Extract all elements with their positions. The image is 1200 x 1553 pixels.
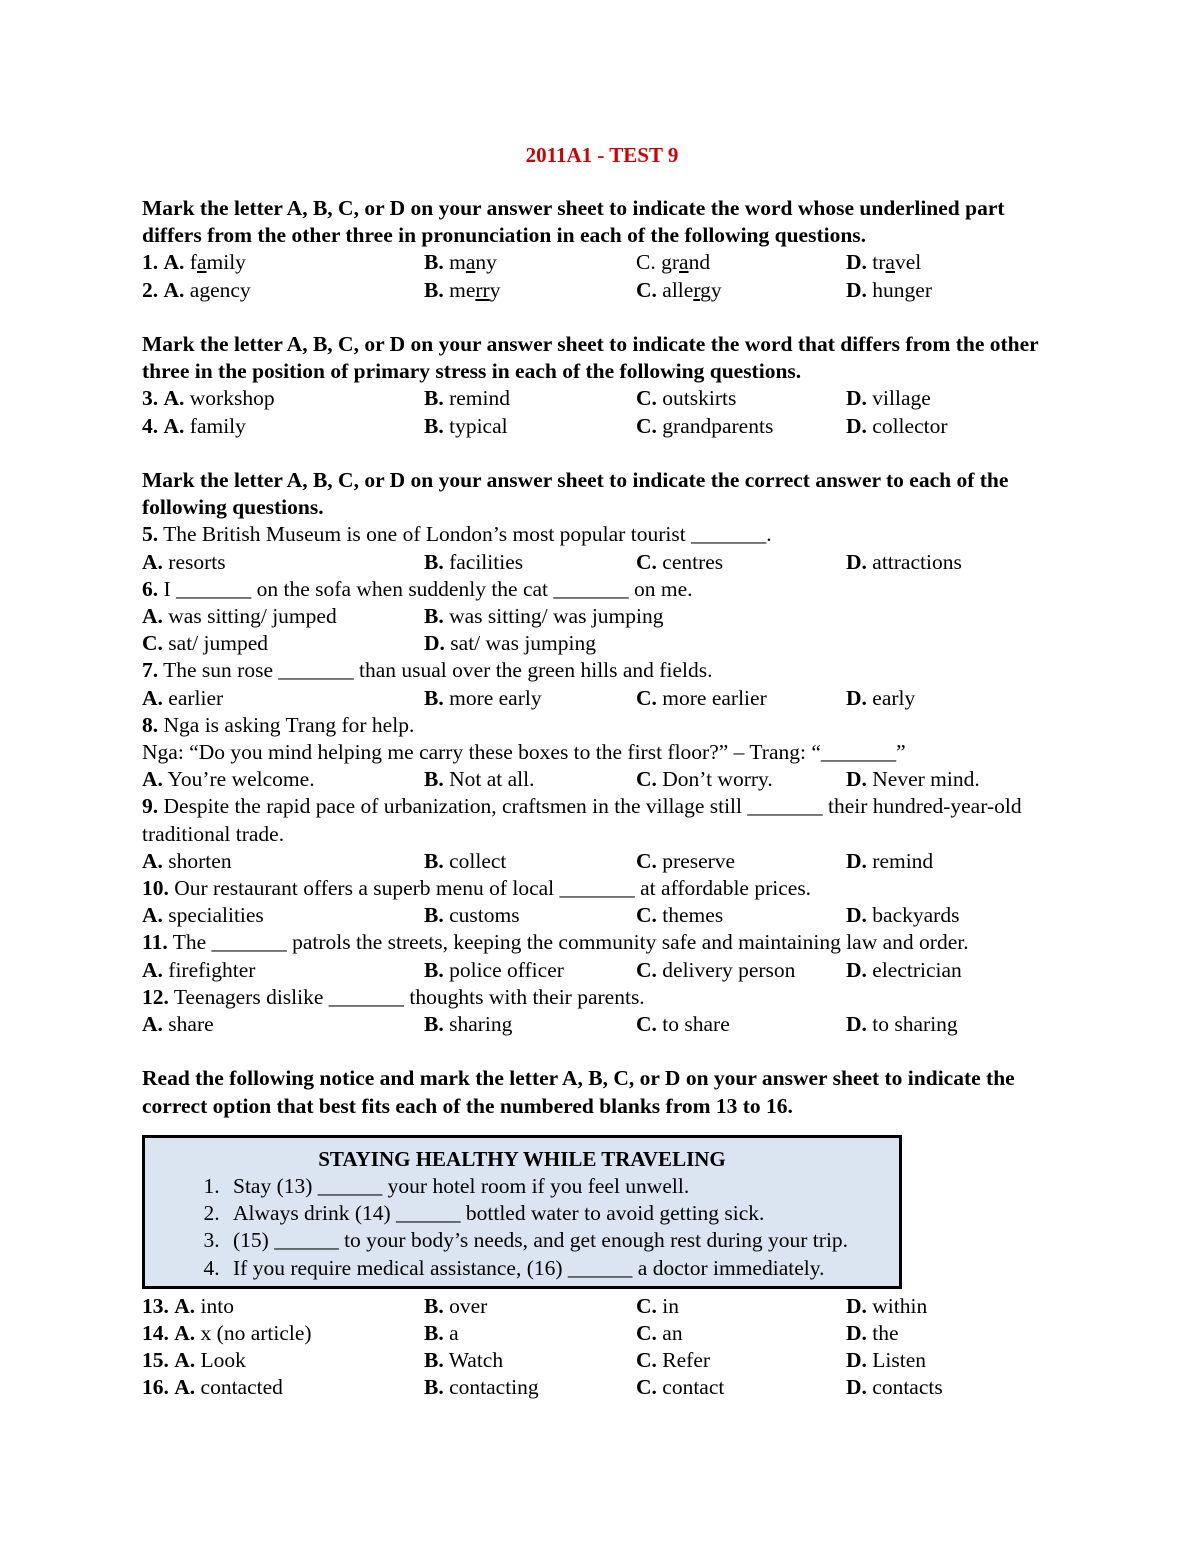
question-9-options: A. shorten B. collect C. preserve D. remind xyxy=(142,848,934,873)
question-8-dialogue: Nga: “Do you mind helping me carry these boxes to the first floor?” – Trang: “_______” xyxy=(142,740,906,765)
question-3: 3. A. workshop B. remind C. outskirts D. village xyxy=(142,386,931,411)
section1-instruction: Mark the letter A, B, C, or D on your answer sheet to indicate the word whose underlined part differs from the other three in pronunciation in each of the following questions. xyxy=(142,196,1005,248)
question-10-options: A. specialities B. customs C. themes D. backyards xyxy=(142,903,960,928)
question-12-options: A. share B. sharing C. to share D. to sharing xyxy=(142,1012,958,1037)
question-11-stem: 11. The _______ patrols the streets, keeping the community safe and maintaining law and order. xyxy=(142,930,969,955)
question-11-options: A. firefighter B. police officer C. delivery person D. electrician xyxy=(142,957,962,982)
notice-item: 2. Always drink (14) ______ bottled water to avoid getting sick. xyxy=(225,1200,899,1227)
question-16: 16. A. contacted B. contacting C. contact D. contacts xyxy=(142,1375,943,1400)
worksheet-page xyxy=(142,140,1062,1402)
question-8-stem: 8. Nga is asking Trang for help. xyxy=(142,712,415,737)
question-5-stem: 5. The British Museum is one of London’s most popular tourist _______. xyxy=(142,522,772,547)
notice-list xyxy=(145,1173,899,1282)
question-6-options-ab: A. was sitting/ jumped B. was sitting/ was jumping xyxy=(142,604,664,629)
notice-item: 1. Stay (13) ______ your hotel room if you feel unwell. xyxy=(225,1173,899,1200)
question-5-options: A. resorts B. facilities C. centres D. attractions xyxy=(142,549,962,574)
question-2: 2. A. agency B. merry C. allergy D. hunger xyxy=(142,277,932,302)
question-7-stem: 7. The sun rose _______ than usual over the green hills and fields. xyxy=(142,658,713,683)
question-13: 13. A. into B. over C. in D. within xyxy=(142,1293,928,1318)
question-6-options-cd: C. sat/ jumped D. sat/ was jumping xyxy=(142,631,596,656)
question-9-stem: 9. Despite the rapid pace of urbanization, craftsmen in the village still _______ their hundred-year-old traditional trade. xyxy=(142,794,1022,846)
question-1: 1. A. family B. many C. grand D. travel xyxy=(142,250,922,275)
question-14: 14. A. x (no article) B. a C. an D. the xyxy=(142,1321,899,1346)
notice-title: STAYING HEALTHY WHILE TRAVELING xyxy=(318,1146,726,1171)
notice-item: 3. (15) ______ to your body’s needs, and get enough rest during your trip. xyxy=(225,1227,899,1254)
section4-instruction: Read the following notice and mark the letter A, B, C, or D on your answer sheet to indicate the correct option that best fits each of the numbered blanks from 13 to 16. xyxy=(142,1066,1015,1118)
question-4: 4. A. family B. typical C. grandparents D. collector xyxy=(142,413,948,438)
test-title: 2011A1 - TEST 9 xyxy=(525,143,679,167)
notice-item: 4. If you require medical assistance, (16) ______ a doctor immediately. xyxy=(225,1255,899,1282)
question-6-stem: 6. I _______ on the sofa when suddenly the cat _______ on me. xyxy=(142,576,693,601)
question-15: 15. A. Look B. Watch C. Refer D. Listen xyxy=(142,1348,927,1373)
question-12-stem: 12. Teenagers dislike _______ thoughts with their parents. xyxy=(142,984,645,1009)
section3-instruction: Mark the letter A, B, C, or D on your answer sheet to indicate the correct answer to each of the following questions. xyxy=(142,468,1009,520)
question-7-options: A. earlier B. more early C. more earlier D. early xyxy=(142,685,916,710)
notice-box xyxy=(142,1135,902,1289)
question-10-stem: 10. Our restaurant offers a superb menu of local _______ at affordable prices. xyxy=(142,876,812,901)
section2-instruction: Mark the letter A, B, C, or D on your answer sheet to indicate the word that differs from the other three in the position of primary stress in each of the following questions. xyxy=(142,332,1039,384)
question-8-options: A. You’re welcome. B. Not at all. C. Don’t worry. D. Never mind. xyxy=(142,767,980,792)
